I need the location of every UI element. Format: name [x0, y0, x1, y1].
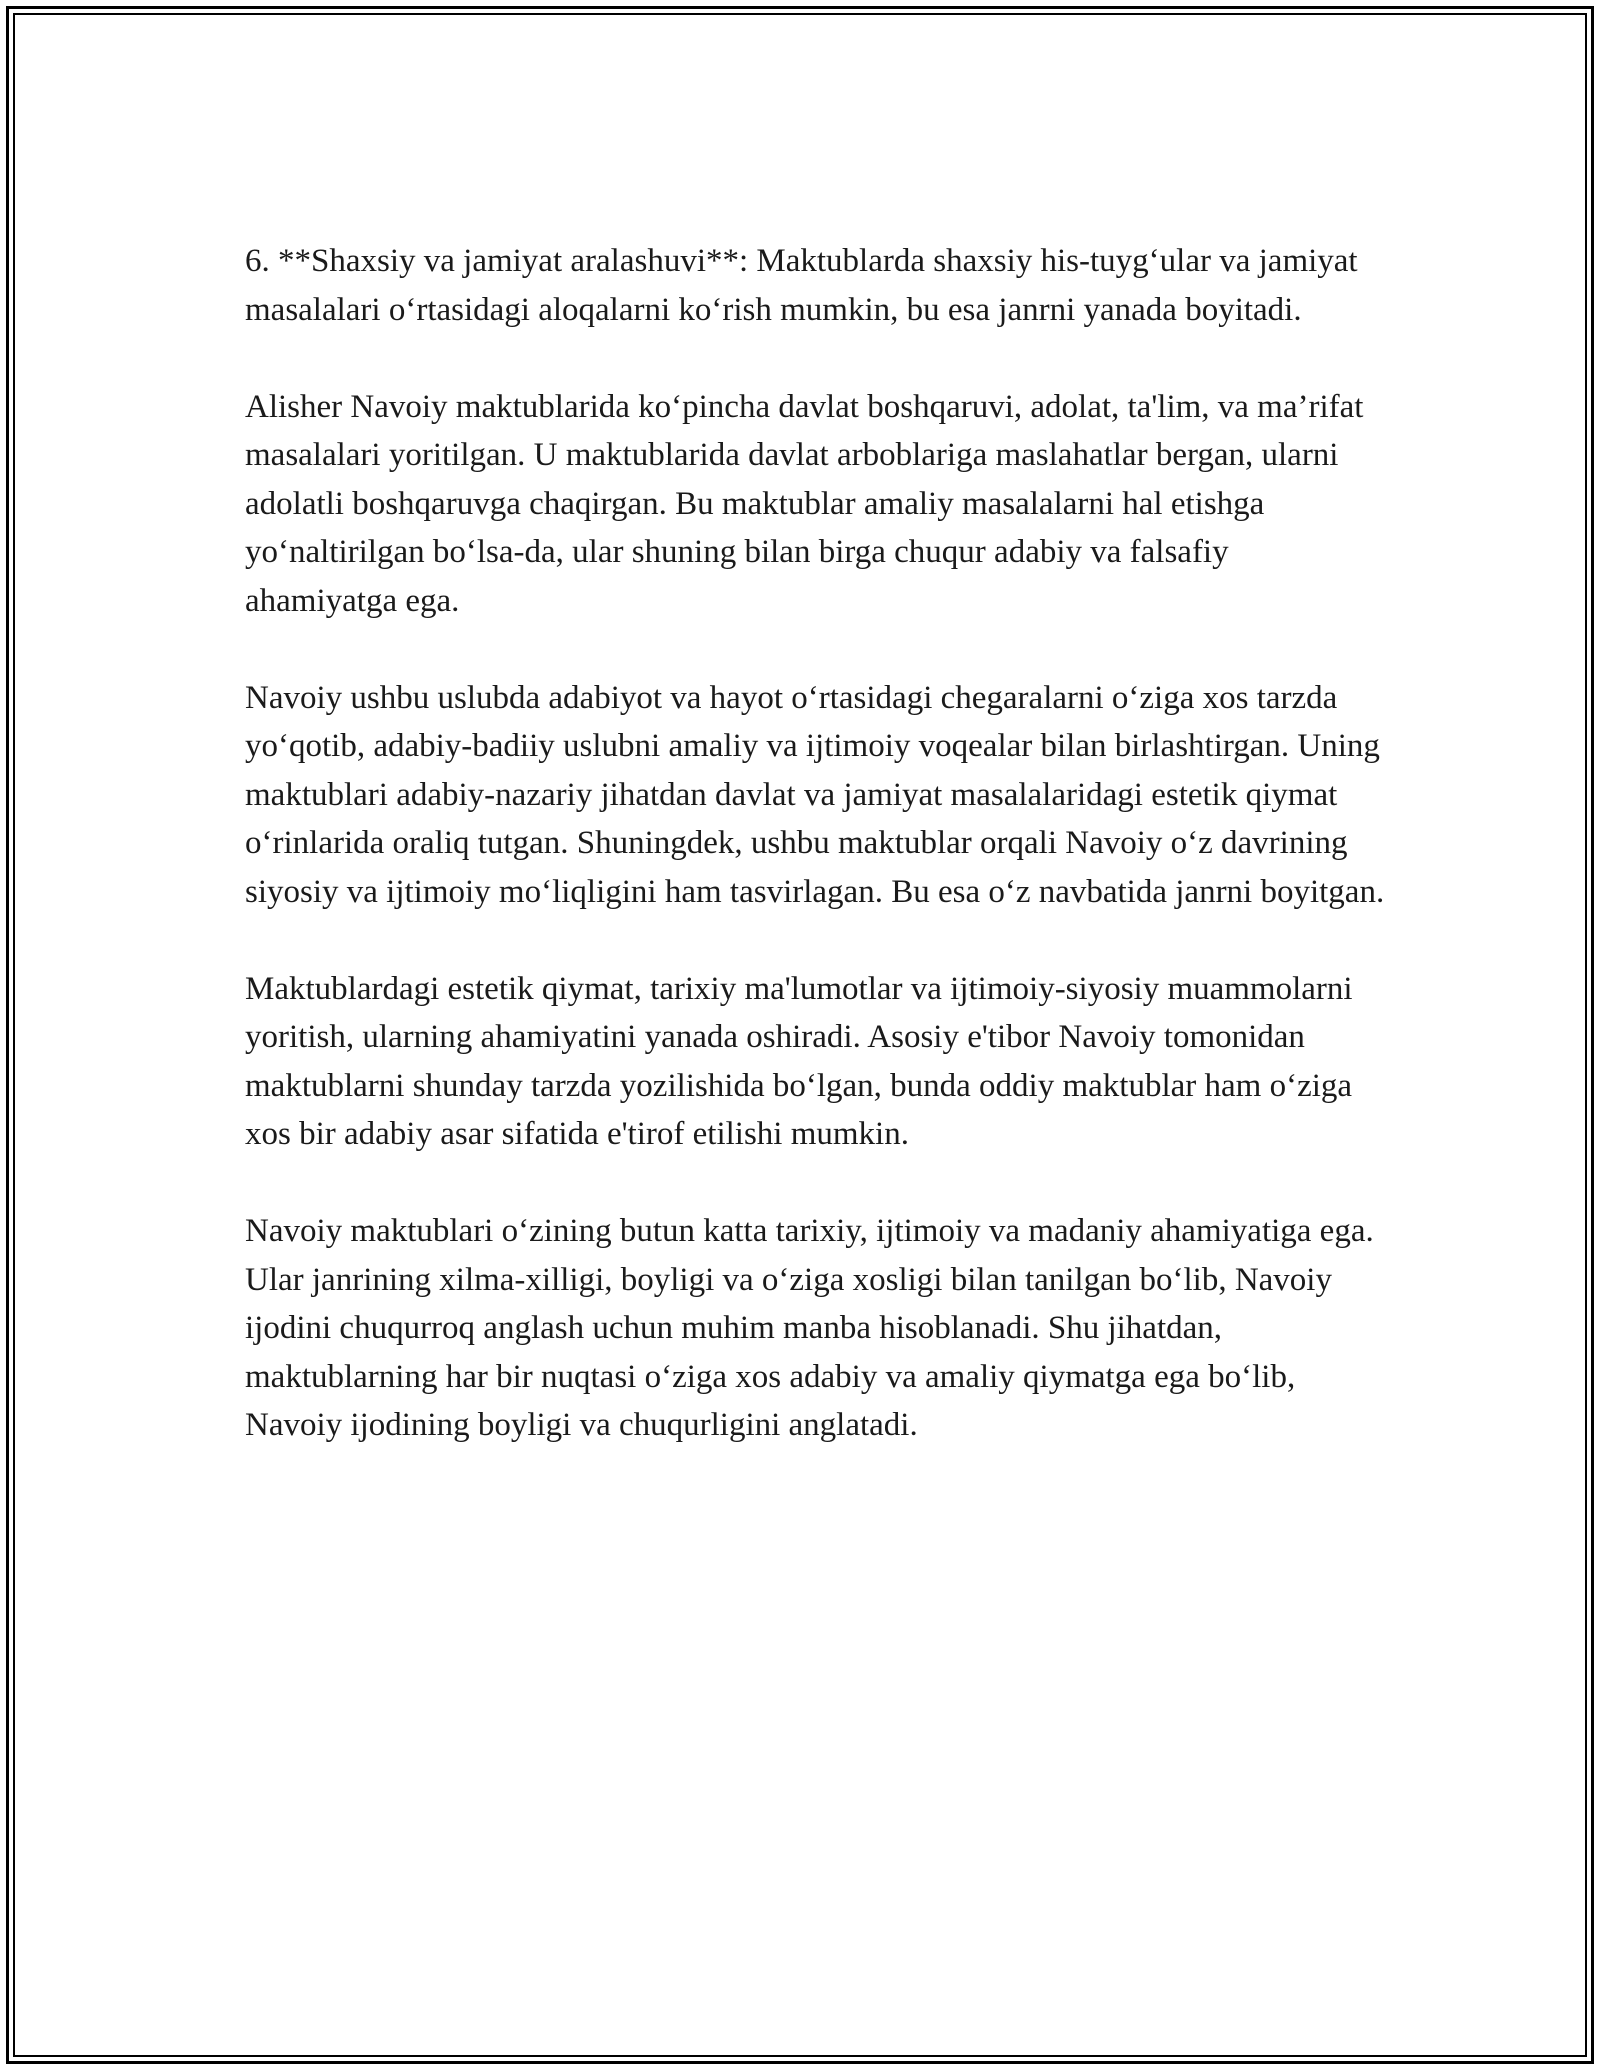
document-body [245, 237, 1385, 1450]
paragraph-alisher-navoiy-maktublari: Alisher Navoiy maktublarida ko‘pincha davlat boshqaruvi, adolat, ta'lim, va ma’rifat masalalari yoritilgan. U maktublarida davlat arboblariga maslahatlar bergan, ularni adolatli boshqaruvga chaqirgan. Bu maktublar amaliy masalalarni hal etishga yo‘naltirilgan bo‘lsa-da, ular shuning bilan birga chuqur adabiy va falsafiy ahamiyatga ega. [245, 388, 1364, 619]
paragraph-estetik-qiymat: Maktublardagi estetik qiymat, tarixiy ma'lumotlar va ijtimoiy-siyosiy muammolarni yoritish, ularning ahamiyatini yanada oshiradi. Asosiy e'tibor Navoiy tomonidan maktublarni shunday tarzda yozilishida bo‘lgan, bunda oddiy maktublar ham o‘ziga xos bir adabiy asar sifatida e'tirof etilishi mumkin. [245, 970, 1353, 1152]
paragraph-navoiy-ahamiyati: Navoiy maktublari o‘zining butun katta tarixiy, ijtimoiy va madaniy ahamiyatiga ega. Ular janrining xilma-xilligi, boyligi va o‘ziga xosligi bilan tanilgan bo‘lib, Navoiy ijodini chuqurroq anglash uchun muhim manba hisoblanadi. Shu jihatdan, maktublarning har bir nuqtasi o‘ziga xos adabiy va amaliy qiymatga ega bo‘lib, Navoiy ijodining boyligi va chuqurligini anglatadi. [245, 1213, 1374, 1443]
paragraph-navoiy-uslubi: Navoiy ushbu uslubda adabiyot va hayot o‘rtasidagi chegaralarni o‘ziga xos tarzda yo‘qotib, adabiy-badiiy uslubni amaliy va ijtimoiy voqealar bilan birlashtirgan. Uning maktublari adabiy-nazariy jihatdan davlat va jamiyat masalalaridagi estetik qiymat o‘rinlarida oraliq tutgan. Shuningdek, ushbu maktublar orqali Navoiy o‘z davrining siyosiy va ijtimoiy mo‘liqligini ham tasvirlagan. Bu esa o‘z navbatida janrni boyitgan. [245, 679, 1385, 910]
paragraph-shaxsiy-va-jamiyat: 6. **Shaxsiy va jamiyat aralashuvi**: Maktublarda shaxsiy his-tuyg‘ular va jamiyat masalalari o‘rtasidagi aloqalarni ko‘rish mumkin, bu esa janrni yanada boyitadi. [245, 243, 1358, 328]
page-border [6, 6, 1594, 2064]
